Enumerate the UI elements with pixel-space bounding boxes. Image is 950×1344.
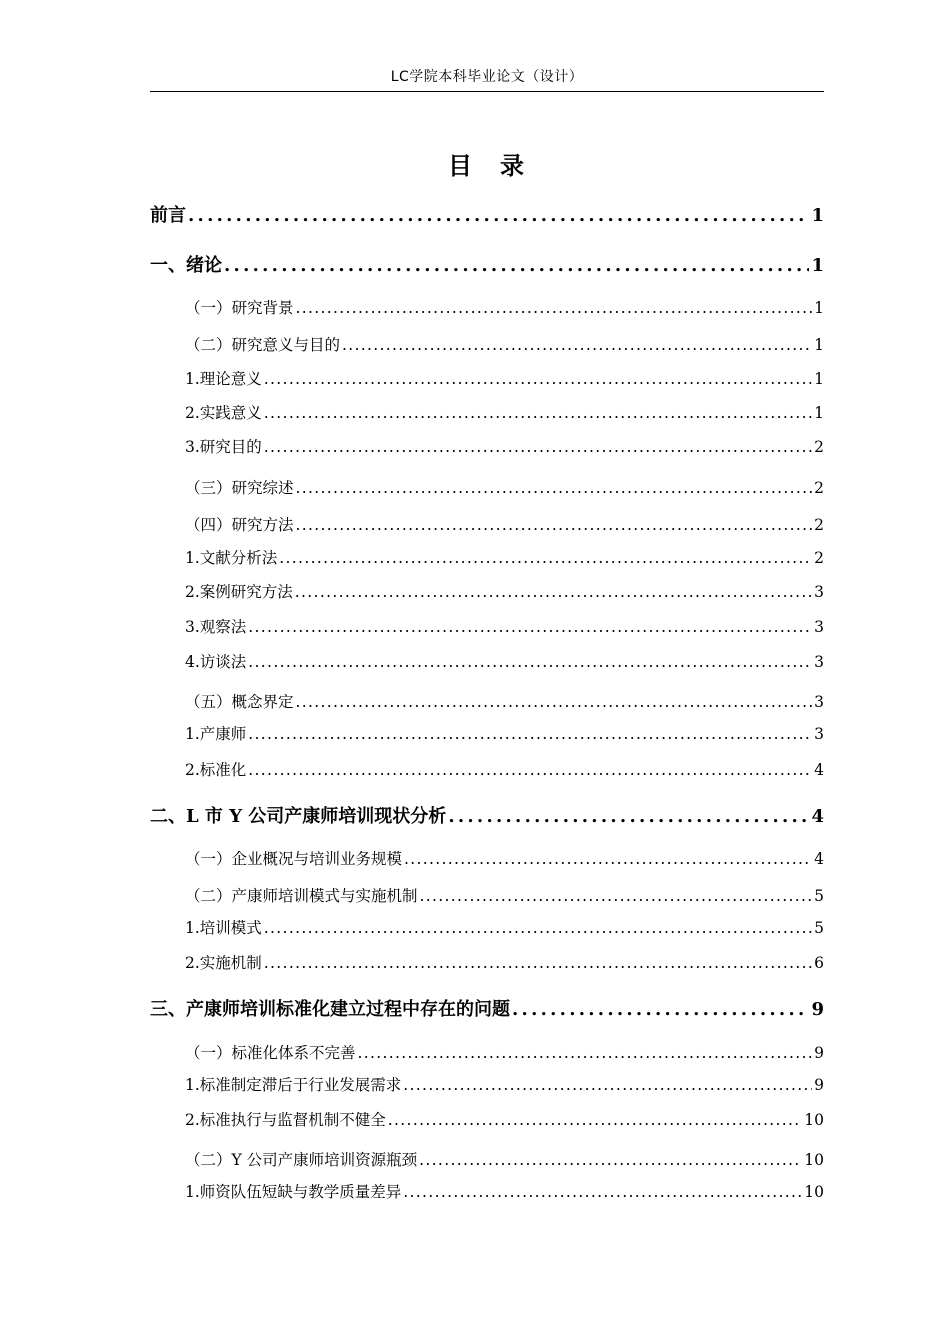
toc-entry-chapter-2[interactable] <box>150 802 824 828</box>
toc-entry-chapter-3[interactable] <box>150 995 824 1021</box>
toc-entry-page: 9 <box>814 1044 824 1062</box>
toc-entry-page: 10 <box>804 1111 824 1129</box>
toc-entry-page: 10 <box>804 1151 824 1169</box>
toc-entry-label: （二）Y 公司产康师培训资源瓶颈 <box>185 1151 418 1169</box>
toc-entry-subsection[interactable] <box>185 580 824 602</box>
toc-leader-dots <box>279 549 812 567</box>
toc-entry-subsection[interactable] <box>185 1073 824 1095</box>
toc-entry-section[interactable] <box>185 690 824 712</box>
toc-entry-page: 2 <box>814 438 824 456</box>
toc-leader-dots <box>296 693 813 711</box>
toc-entry-page: 3 <box>814 583 824 601</box>
toc-entry-subsection[interactable] <box>185 650 824 672</box>
toc-leader-dots <box>448 806 809 827</box>
toc-leader-dots <box>419 1151 802 1169</box>
toc-entry-label: 二、L 市 Y 公司产康师培训现状分析 <box>150 806 447 827</box>
toc-leader-dots <box>388 1111 802 1129</box>
toc-entry-page: 1 <box>814 336 824 354</box>
toc-entry-subsection[interactable] <box>185 951 824 973</box>
toc-entry-label: （一）企业概况与培训业务规模 <box>185 850 403 868</box>
toc-entry-subsection[interactable] <box>185 401 824 423</box>
toc-title <box>150 146 824 181</box>
toc-entry-page: 5 <box>814 887 824 905</box>
toc-entry-label: 三、产康师培训标准化建立过程中存在的问题 <box>150 999 510 1020</box>
toc-entry-page: 3 <box>814 693 824 711</box>
toc-entry-label: （二）研究意义与目的 <box>185 336 341 354</box>
toc-entry-subsection[interactable] <box>185 546 824 568</box>
toc-title-char-2: 录 <box>500 152 526 180</box>
toc-leader-dots <box>358 1044 813 1062</box>
toc-entry-label: （二）产康师培训模式与实施机制 <box>185 887 418 905</box>
toc-entry-section[interactable] <box>185 296 824 318</box>
toc-entry-section[interactable] <box>185 1148 824 1170</box>
toc-entry-page: 4 <box>814 761 824 779</box>
toc-entry-subsection[interactable] <box>185 1108 824 1130</box>
toc-leader-dots <box>420 887 813 905</box>
toc-leader-dots <box>248 761 812 779</box>
toc-entry-section[interactable] <box>185 884 824 906</box>
toc-entry-page: 1 <box>811 205 824 226</box>
toc-leader-dots <box>296 479 813 497</box>
toc-entry-label: 1.标准制定滞后于行业发展需求 <box>185 1076 402 1094</box>
toc-leader-dots <box>296 299 813 317</box>
toc-leader-dots <box>296 516 813 534</box>
toc-leader-dots <box>295 583 812 601</box>
toc-entry-section[interactable] <box>185 513 824 535</box>
toc-entry-label: 1.文献分析法 <box>185 549 278 567</box>
toc-entry-page: 1 <box>814 299 824 317</box>
toc-leader-dots <box>248 653 812 671</box>
toc-leader-dots <box>264 404 812 422</box>
toc-leader-dots <box>264 438 812 456</box>
toc-entry-label: 2.标准执行与监督机制不健全 <box>185 1111 386 1129</box>
toc-leader-dots <box>403 1076 812 1094</box>
toc-leader-dots <box>264 954 812 972</box>
toc-entry-page: 5 <box>814 919 824 937</box>
toc-entry-subsection[interactable] <box>185 435 824 457</box>
toc-entry-label: （三）研究综述 <box>185 479 294 497</box>
toc-leader-dots <box>248 725 812 743</box>
toc-entry-page: 3 <box>814 618 824 636</box>
toc-leader-dots <box>404 850 812 868</box>
toc-entry-label: 2.案例研究方法 <box>185 583 293 601</box>
toc-title-char-1: 目 <box>448 152 474 180</box>
toc-entry-page: 1 <box>811 255 824 276</box>
toc-entry-page: 4 <box>811 806 824 827</box>
toc-entry-label: 2.实施机制 <box>185 954 262 972</box>
toc-entry-page: 3 <box>814 653 824 671</box>
toc-leader-dots <box>403 1183 802 1201</box>
toc-leader-dots <box>264 919 812 937</box>
toc-entry-page: 1 <box>814 404 824 422</box>
toc-entry-label: （五）概念界定 <box>185 693 294 711</box>
toc-entry-page: 9 <box>811 999 824 1020</box>
toc-entry-subsection[interactable] <box>185 722 824 744</box>
toc-entry-subsection[interactable] <box>185 615 824 637</box>
toc-entry-label: 1.培训模式 <box>185 919 262 937</box>
toc-entry-label: 2.标准化 <box>185 761 247 779</box>
toc-entry-page: 3 <box>814 725 824 743</box>
toc-entry-label: 3.观察法 <box>185 618 247 636</box>
toc-entry-page: 9 <box>814 1076 824 1094</box>
toc-entry-page: 2 <box>814 479 824 497</box>
toc-leader-dots <box>224 255 809 276</box>
toc-entry-label: （四）研究方法 <box>185 516 294 534</box>
toc-leader-dots <box>188 205 809 226</box>
toc-entry-label: 2.实践意义 <box>185 404 262 422</box>
toc-entry-section[interactable] <box>185 1041 824 1063</box>
toc-leader-dots <box>342 336 812 354</box>
toc-leader-dots <box>248 618 812 636</box>
toc-entry-page: 4 <box>814 850 824 868</box>
toc-leader-dots <box>264 370 812 388</box>
toc-entry-label: 前言 <box>150 205 186 226</box>
toc-entry-chapter-1[interactable] <box>150 251 824 277</box>
toc-entry-subsection[interactable] <box>185 916 824 938</box>
toc-entry-page: 6 <box>814 954 824 972</box>
toc-entry-page: 10 <box>804 1183 824 1201</box>
toc-entry-label: （一）标准化体系不完善 <box>185 1044 356 1062</box>
page-header: LC学院本科毕业论文（设计） <box>390 69 584 85</box>
toc-entry-label: （一）研究背景 <box>185 299 294 317</box>
toc-entry-label: 3.研究目的 <box>185 438 262 456</box>
toc-entry-page: 2 <box>814 549 824 567</box>
toc-entry-subsection[interactable] <box>185 1180 824 1202</box>
toc-entry-page: 2 <box>814 516 824 534</box>
toc-entry-section[interactable] <box>185 476 824 498</box>
toc-entry-label: 1.产康师 <box>185 725 247 743</box>
toc-entry-label: 4.访谈法 <box>185 653 247 671</box>
toc-entry-page: 1 <box>814 370 824 388</box>
toc-entry-label: 一、绪论 <box>150 255 222 276</box>
toc-entry-section[interactable] <box>185 847 824 869</box>
toc-entry-subsection[interactable] <box>185 758 824 780</box>
toc-entry-subsection[interactable] <box>185 367 824 389</box>
toc-entry-section[interactable] <box>185 333 824 355</box>
toc-entry-label: 1.师资队伍短缺与教学质量差异 <box>185 1183 402 1201</box>
toc-leader-dots <box>512 999 809 1020</box>
toc-entry-preface[interactable] <box>150 201 824 227</box>
toc-entry-label: 1.理论意义 <box>185 370 262 388</box>
header-rule <box>150 91 824 92</box>
